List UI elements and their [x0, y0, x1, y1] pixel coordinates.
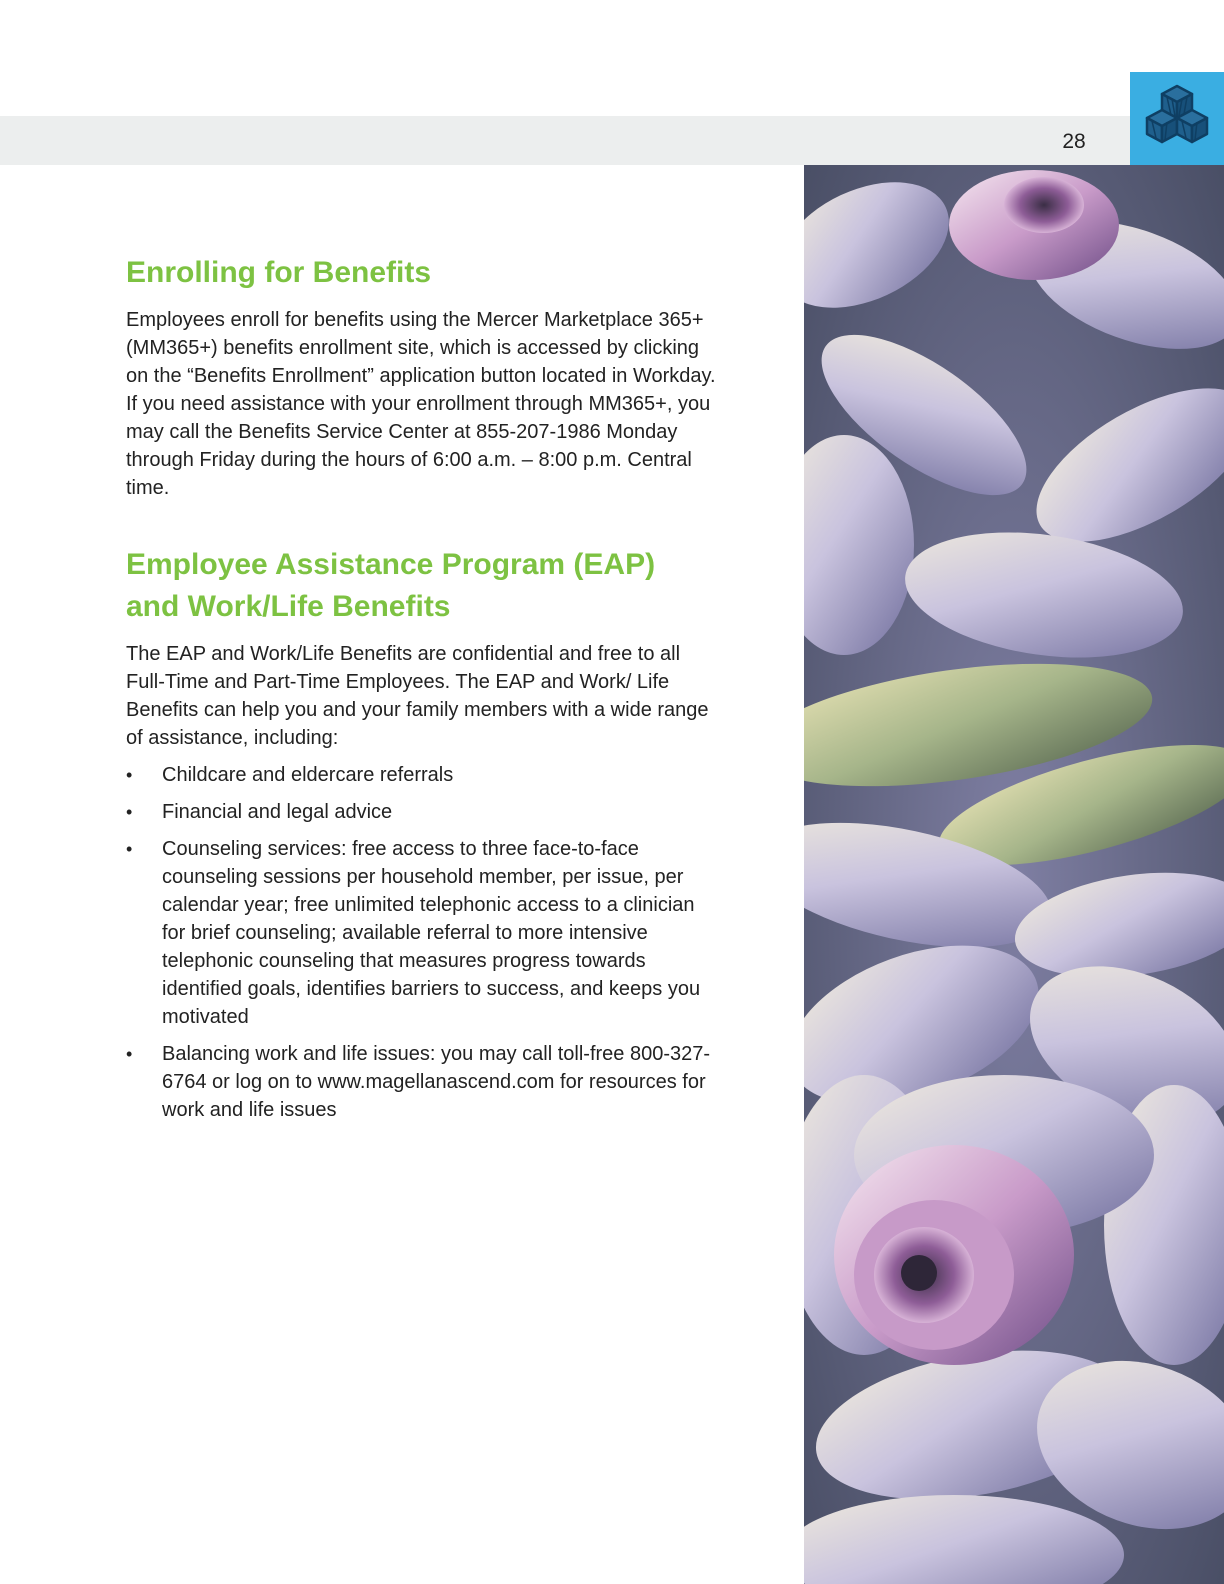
list-item: • Counseling services: free access to three face-to-face counseling sessions per household member, per issue, per calendar year; free unlimited telephonic access to a clinician for brief counseling; available referral to more intensive telephonic counseling that measures progress towards identified goals, identifies barriers to success, and keeps you motivated: [126, 835, 716, 1031]
stacked-cubes-icon: [1140, 82, 1214, 154]
section-heading-eap: Employee Assistance Program (EAP) and Work/Life Benefits: [126, 548, 656, 623]
section-body-eap: The EAP and Work/Life Benefits are confidential and free to all Full-Time and Part-Time Employees. The EAP and Work/ Life Benefits can help you and your family members with a wide range of assistance, including:: [126, 643, 709, 749]
logo: [1130, 72, 1224, 165]
bullet-icon: •: [126, 802, 133, 822]
bullet-icon: •: [126, 765, 133, 785]
list-item: • Balancing work and life issues: you may call toll-free 800-327-6764 or log on to www.magellanascend.com for resources for work and life issues: [126, 1040, 716, 1124]
main-content: [126, 252, 716, 1133]
bullet-icon: •: [126, 1044, 133, 1064]
list-item: • Childcare and eldercare referrals: [126, 761, 716, 789]
list-item: • Financial and legal advice: [126, 798, 716, 826]
header-band: [0, 116, 1224, 165]
page-number: 28: [1062, 130, 1086, 153]
section-heading-enrolling: Enrolling for Benefits: [126, 256, 432, 289]
succulent-photo: [804, 165, 1224, 1584]
section-body-enrolling: Employees enroll for benefits using the Mercer Marketplace 365+ (MM365+) benefits enrollment site, which is accessed by clicking on the “Benefits Enrollment” application button located in Workday. If you need assistance with your enrollment through MM365+, you may call the Benefits Service Center at 855-207-1986 Monday through Friday during the hours of 6:00 a.m. – 8:00 p.m. Central time.: [126, 309, 716, 499]
eap-benefits-list: [126, 761, 716, 1124]
bullet-icon: •: [126, 839, 133, 859]
